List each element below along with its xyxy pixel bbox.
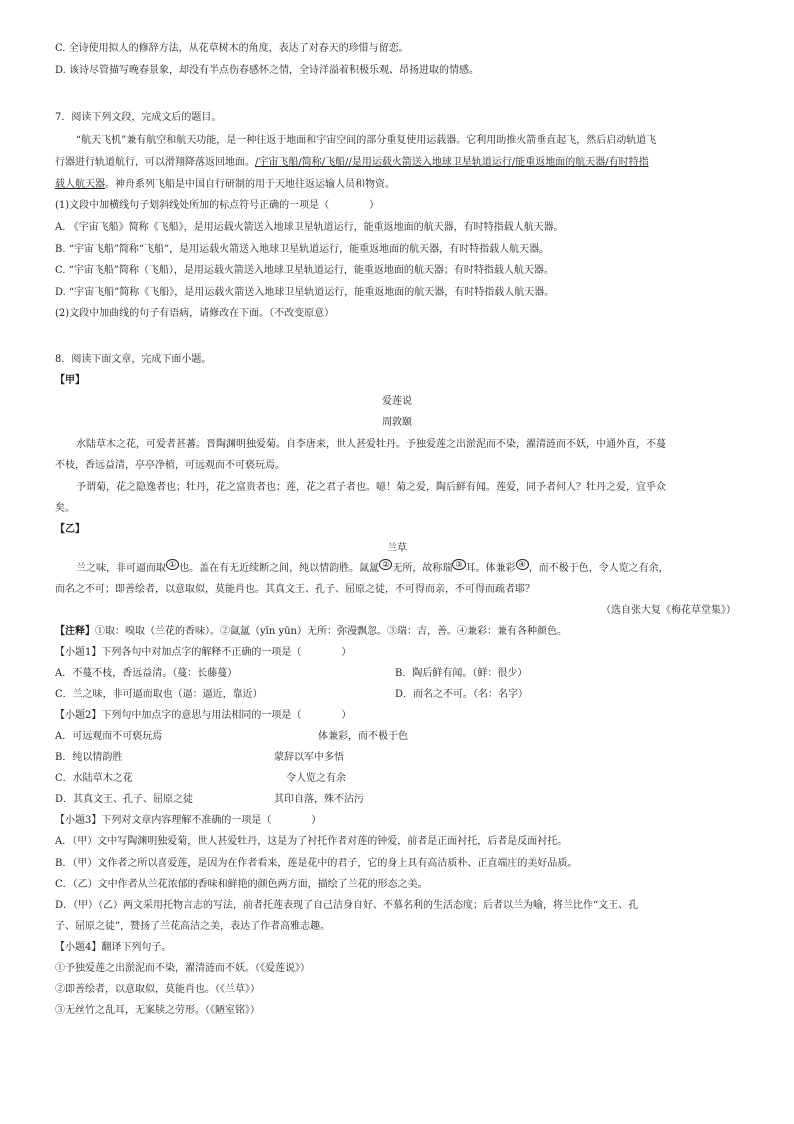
s3-option-d-line2: 子、屈原之徒”，赞扬了兰花高洁之美，表达了作者高雅志趣。	[55, 921, 331, 932]
s2-option-d-left: D．其真文王、孔子、屈原之徒	[55, 794, 194, 805]
q7-option-d: D. “宇宙飞船”简称《飞船》，是用运载火箭送入地球卫星轨道运行，能重返地面的航天器，有时特指载人航天器。	[55, 287, 555, 298]
q7-para-line2	[55, 156, 649, 170]
s2-option-a-right: 体兼彩，而不极于色	[318, 731, 408, 742]
s2-option-a-left: A．可远观而不可亵玩焉	[55, 731, 163, 742]
note-marker-1: ①	[166, 559, 179, 570]
s3-option-d-line1: D．（甲）（乙）两文采用托物言志的写法，前者托莲表现了自己洁身自好、不慕名利的生活态度；后者以兰为喻，将兰比作“文王、孔	[55, 900, 639, 911]
q6-option-c: C. 全诗使用拟人的修辞方法，从花草树木的角度，表达了对春天的珍惜与留恋。	[55, 43, 409, 54]
s2-option-b-right: 蒙辞以军中多悟	[274, 752, 344, 763]
s2-option-c-left: C．水陆草木之花	[55, 773, 133, 784]
q8-jia-p1-line2: 不枝，香远益清，亭亭净植，可远观而不可亵玩焉。	[55, 460, 285, 471]
s3-title: 【小题3】下列对文章内容理解不准确的一项是（ ）	[55, 815, 322, 826]
q8-jia-tag: 【甲】	[55, 375, 85, 386]
q8-yi-p1-seg2: 也。盖在有无近续断之间，纯以情韵胜。氤氲	[179, 563, 380, 574]
q8-yi-p1-seg5: ，而不极于色，令人览之有余，	[528, 563, 669, 574]
s1-option-b: B．陶后鲜有闻。（鲜：很少）	[395, 668, 528, 679]
q7-underlined-sentence-part1: /宇宙飞船/简称/飞船//是用运载火箭送入地球卫星轨道运行/能重返地面的航天器/有时特指	[255, 157, 649, 168]
q8-yi-p1	[76, 559, 669, 576]
q7-title: 7．阅读下列文段，完成文后的题目。	[55, 112, 222, 123]
q7-sub1: (1)文段中加横线句子划斜线处所加的标点符号正确的一项是（ ）	[55, 200, 380, 211]
s2-title: 【小题2】下列句中加点字的意思与用法相同的一项是（ ）	[55, 710, 352, 721]
q7-para-line3	[55, 178, 395, 192]
q8-jia-title: 爱莲说	[382, 396, 412, 407]
q8-yi-tag: 【乙】	[55, 524, 85, 535]
q8-jia-author: 周敦颐	[382, 417, 412, 428]
q8-yi-p1-seg3: 无所，故称瑞	[392, 563, 453, 574]
q8-notes	[55, 625, 567, 639]
q8-yi-title: 兰草	[387, 543, 407, 554]
note-marker-3: ③	[452, 559, 465, 570]
q8-yi-p2: 而名之不可；即善绘者，以意取似，莫能肖也。其真文王、孔子、屈原之徒，不可得而亲，不可得而疏者耶？	[55, 584, 535, 595]
notes-tag: 【注释】	[55, 626, 95, 637]
s4-item-3: ③无丝竹之乱耳，无案牍之劳形。（《陋室铭》）	[55, 1005, 260, 1016]
q7-option-a: A. 《宇宙飞船》简称《飞船》，是用运载火箭送入地球卫星轨道运行，能重返地面的航天器，有时特指载人航天器。	[55, 222, 564, 233]
s1-option-a: A．不蔓不枝，香远益清。（蔓：长藤蔓）	[55, 668, 238, 679]
q7-sub2: (2)文段中加曲线的句子有语病，请修改在下面。（不改变原意）	[55, 308, 335, 319]
s1-title: 【小题1】下列各句中对加点字的解释不正确的一项是（ ）	[55, 647, 352, 658]
q7-para-line2-text: 行器进行轨道航行，可以滑翔降落返回地面。	[55, 157, 255, 168]
s1-option-d: D．而名之不可。（名：名字）	[395, 689, 529, 700]
q8-jia-p1-line1: 水陆草木之花，可爱者甚蕃。晋陶渊明独爱菊。自李唐来，世人甚爱牡丹。予独爱莲之出淤泥而不染，濯清涟而不妖，中通外直，不蔓	[76, 439, 666, 450]
s3-option-b: B．（甲）文作者之所以喜爱莲，是因为在作者看来，莲是花中的君子，它的身上具有高洁质朴、正直端庄的美好品质。	[55, 858, 578, 869]
q7-option-b: B. “宇宙飞船”简称“飞船”，是用运载火箭送入地球卫星轨道运行，能重返地面的航天器，有时特指载人航天器。	[55, 244, 550, 255]
s2-option-d-right: 其印自落，殊不沾污	[274, 794, 364, 805]
s4-title: 【小题4】翻译下列句子。	[55, 942, 172, 953]
q7-underlined-sentence-part2: 载人航天器	[55, 179, 105, 190]
q7-para-line3-text: 。神舟系列飞船是中国自行研制的用于天地往返运输人员和物资。	[105, 179, 395, 190]
note-marker-2: ②	[379, 559, 392, 570]
q7-para-line1: “航天飞机”兼有航空和航天功能，是一种往返于地面和宇宙空间的部分重复使用运载器。它利用助推火箭垂直起飞，然后启动轨道飞	[76, 135, 657, 146]
s2-option-b-left: B．纯以情韵胜	[55, 752, 123, 763]
q8-jia-p2-line1: 予谓菊，花之隐逸者也；牡丹，花之富贵者也；莲，花之君子者也。噫！菊之爱，陶后鲜有闻。莲爱，同予者何人？牡丹之爱，宜乎众	[76, 482, 666, 493]
q8-yi-source: （选自张大复《梅花草堂集》）	[601, 605, 736, 616]
q7-option-c: C. “宇宙飞船”简称（飞船），是用运载火箭送入地球卫星轨道运行，能重返地面的航天器；有时特指载人航天器。	[55, 265, 554, 276]
q6-option-d: D. 该诗尽管描写晚春景象，却没有半点伤春感怀之情，全诗洋溢着积极乐观、昂扬进取的情感。	[55, 65, 480, 76]
s2-option-c-right: 令人览之有余	[286, 773, 346, 784]
s1-option-c: C．兰之味，非可逼而取也（逼：逼近，靠近）	[55, 689, 263, 700]
s4-item-2: ②即善绘者，以意取似，莫能肖也。（《兰草》）	[55, 984, 260, 995]
q8-title: 8．阅读下面文章，完成下面小题。	[55, 354, 212, 365]
q8-jia-p2-line2: 矣。	[55, 503, 75, 514]
s3-option-a: A．（甲）文中写陶渊明独爱菊，世人甚爱牡丹，这是为了衬托作者对莲的钟爱，前者是正面衬托，后者是反面衬托。	[55, 836, 568, 847]
q8-yi-p1-seg4: 耳。体兼彩	[465, 563, 516, 574]
s4-item-1: ①予独爱莲之出淤泥而不染，濯清涟而不妖。（《爱莲说》）	[55, 963, 310, 974]
q8-yi-p1-seg1: 兰之味，非可逼而取	[76, 563, 166, 574]
note-marker-4: ④	[516, 559, 529, 570]
s3-option-c: C．（乙）文中作者从兰花浓郁的香味和鲜艳的颜色两方面，描绘了兰花的形态之美。	[55, 879, 428, 890]
notes-text: ①取：嗅取（兰花的香味）。②氤氲（yīn yūn）无所：弥漫飘忽。③瑞：吉，善。④兼彩：兼有各种颜色。	[95, 626, 567, 637]
